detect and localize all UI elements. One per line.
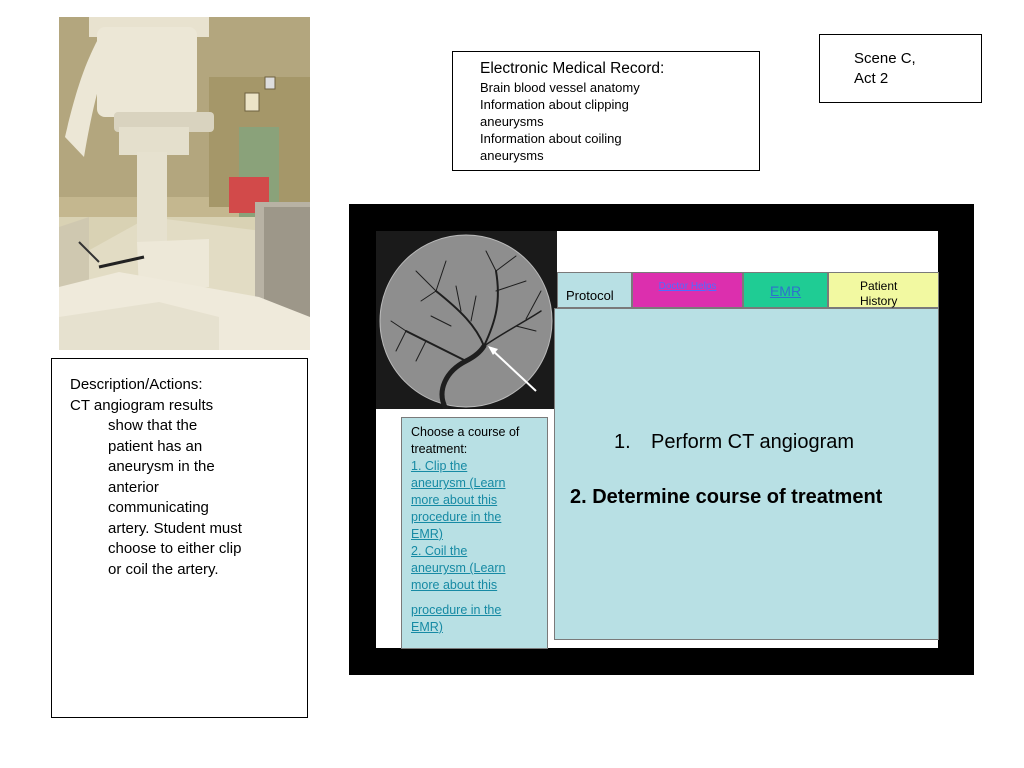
clip-aneurysm-link[interactable]: aneurysm (Learn: [411, 476, 506, 490]
step-2: 2. Determine course of treatment: [570, 486, 883, 508]
description-line: communicating: [108, 499, 209, 516]
description-header: Description/Actions:: [70, 376, 203, 393]
clip-aneurysm-link[interactable]: 1. Clip the: [411, 459, 468, 473]
description-line: patient has an: [108, 437, 203, 455]
emr-box-line: Information about coiling: [480, 131, 622, 146]
treatment-intro: Choose a course of: [411, 425, 520, 439]
emr-box-line: aneurysms: [480, 114, 544, 129]
description-line: show that the: [108, 417, 198, 434]
step-1-number: 1.: [614, 431, 631, 453]
act-line: Act 2: [854, 70, 889, 87]
treatment-intro: treatment:: [411, 442, 468, 456]
description-line: choose to either clip: [108, 540, 242, 557]
tab-patient-history-line2: History: [860, 294, 898, 308]
emr-box-line: Brain blood vessel anatomy: [480, 80, 640, 95]
protocol-panel: [554, 308, 939, 640]
emr-box-title: Electronic Medical Record:: [480, 60, 665, 77]
step-1-text: Perform CT angiogram: [651, 431, 855, 453]
spacer: [411, 594, 539, 602]
coil-aneurysm-link[interactable]: aneurysm (Learn: [411, 561, 506, 575]
description-line: or coil the artery.: [108, 560, 219, 578]
clip-learn-more-link[interactable]: procedure in the: [411, 510, 502, 524]
coil-learn-more-link[interactable]: procedure in the: [411, 603, 502, 617]
angiography-room-photo: [59, 17, 310, 350]
tab-patient-history[interactable]: [828, 272, 939, 308]
description-line: anterior: [108, 478, 159, 496]
scene-line: Scene C,: [854, 50, 916, 67]
step-1: [614, 431, 854, 454]
emr-info-box: [452, 51, 760, 171]
tab-protocol[interactable]: Protocol: [557, 272, 632, 308]
emr-box-line: Information about clipping: [480, 97, 629, 112]
description-lead: CT angiogram results: [70, 396, 214, 414]
tab-doctor-helps[interactable]: Doctor Helps: [632, 272, 743, 308]
tab-emr[interactable]: EMR: [743, 272, 828, 308]
coil-learn-more-link[interactable]: more about this: [411, 578, 498, 592]
emr-box-line: aneurysms: [480, 148, 544, 163]
description-line: artery. Student must: [108, 519, 242, 537]
tab-patient-history-line1: Patient: [860, 279, 898, 293]
coil-aneurysm-link[interactable]: 2. Coil the: [411, 544, 468, 558]
clip-learn-more-link[interactable]: more about this: [411, 493, 498, 507]
clip-learn-more-link[interactable]: EMR): [411, 527, 443, 541]
description-box: [51, 358, 308, 718]
angiogram-image: [376, 231, 557, 409]
coil-learn-more-link[interactable]: EMR): [411, 620, 443, 634]
description-line: aneurysm in the: [108, 458, 215, 475]
treatment-chooser: [401, 417, 548, 649]
scene-label-box: [819, 34, 982, 103]
